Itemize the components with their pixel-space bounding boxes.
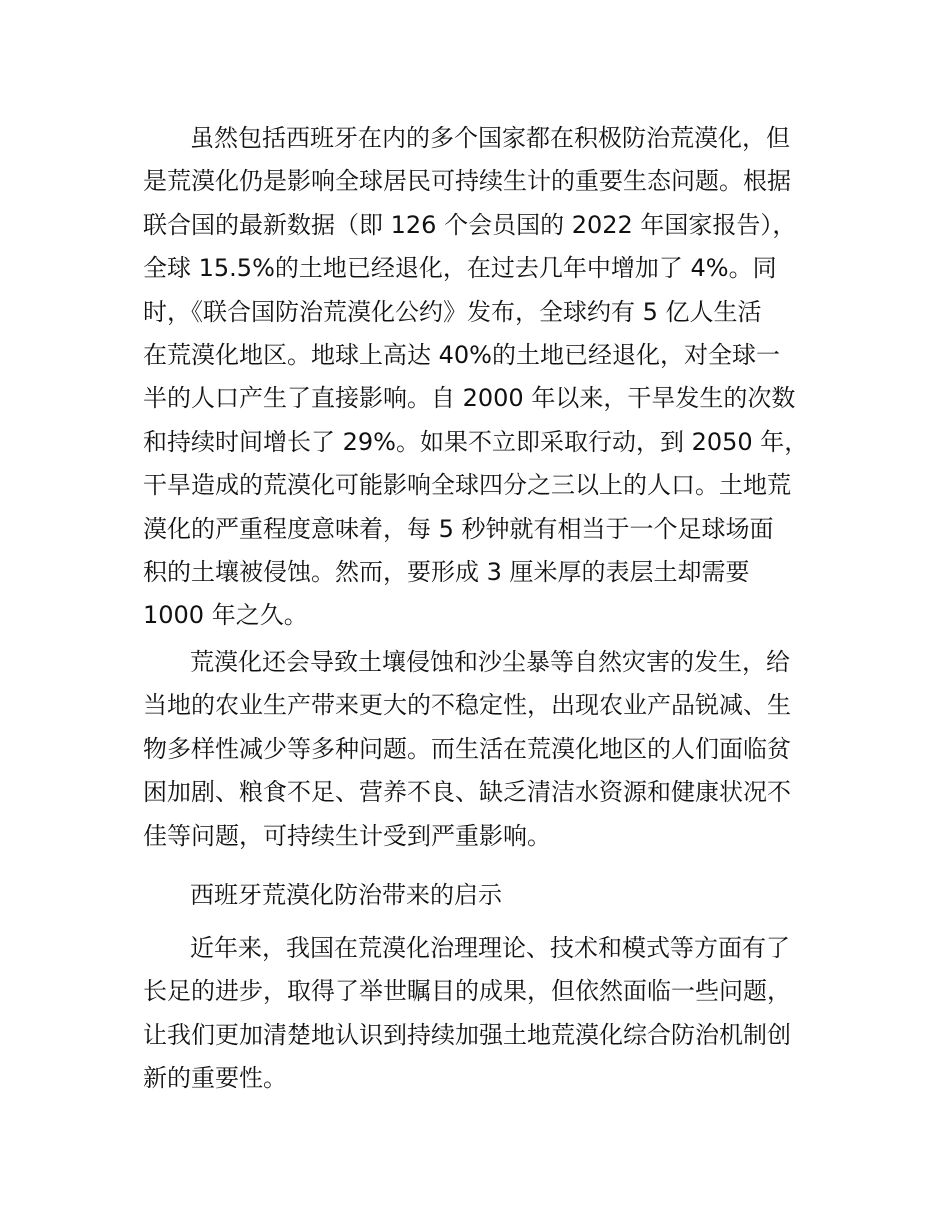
paragraph-line: 是荒漠化仍是影响全球居民可持续生计的重要生态问题。根据 (143, 167, 791, 196)
paragraph-line: 近年来，我国在荒漠化治理理论、技术和模式等方面有了 (190, 934, 790, 962)
paragraph-line: 虽然包括西班牙在内的多个国家都在积极防治荒漠化，但 (190, 124, 790, 152)
paragraph-line: 在荒漠化地区。地球上高达 40%的土地已经退化，对全球一 (143, 341, 780, 369)
paragraph-line: 时，《联合国防治荒漠化公约》发布，全球约有 5 亿人生活 (143, 297, 762, 326)
paragraph-line: 困加剧、粮食不足、营养不良、缺乏清洁水资源和健康状况不 (143, 778, 791, 807)
paragraph-line: 半的人口产生了直接影响。自 2000 年以来，干旱发生的次数 (143, 384, 796, 413)
paragraph-line: 长足的进步，取得了举世瞩目的成果，但依然面临一些问题， (143, 977, 791, 1006)
paragraph-line: 物多样性减少等多种问题。而生活在荒漠化地区的人们面临贫 (143, 734, 791, 763)
section-heading: 西班牙荒漠化防治带来的启示 (190, 881, 502, 909)
paragraph-line: 1000 年之久。 (143, 601, 308, 630)
paragraph-line: 积的土壤被侵蚀。然而，要形成 3 厘米厚的表层土却需要 (143, 558, 750, 586)
paragraph-line: 联合国的最新数据（即 126 个会员国的 2022 年国家报告）， (143, 210, 797, 239)
paragraph-line: 新的重要性。 (143, 1064, 287, 1093)
paragraph-line: 荒漠化还会导致土壤侵蚀和沙尘暴等自然灾害的发生，给 (190, 648, 790, 676)
paragraph-line: 让我们更加清楚地认识到持续加强土地荒漠化综合防治机制创 (143, 1020, 791, 1049)
paragraph-line: 佳等问题，可持续生计受到严重影响。 (143, 821, 551, 850)
paragraph-line: 干旱造成的荒漠化可能影响全球四分之三以上的人口。土地荒 (143, 471, 791, 500)
paragraph-line: 全球 15.5%的土地已经退化，在过去几年中增加了 4%。同 (143, 254, 777, 283)
paragraph-line: 当地的农业生产带来更大的不稳定性，出现农业产品锐减、生 (143, 691, 791, 720)
paragraph-line: 漠化的严重程度意味着，每 5 秒钟就有相当于一个足球场面 (143, 514, 774, 543)
paragraph-line: 和持续时间增长了 29%。如果不立即采取行动，到 2050 年， (143, 427, 809, 456)
